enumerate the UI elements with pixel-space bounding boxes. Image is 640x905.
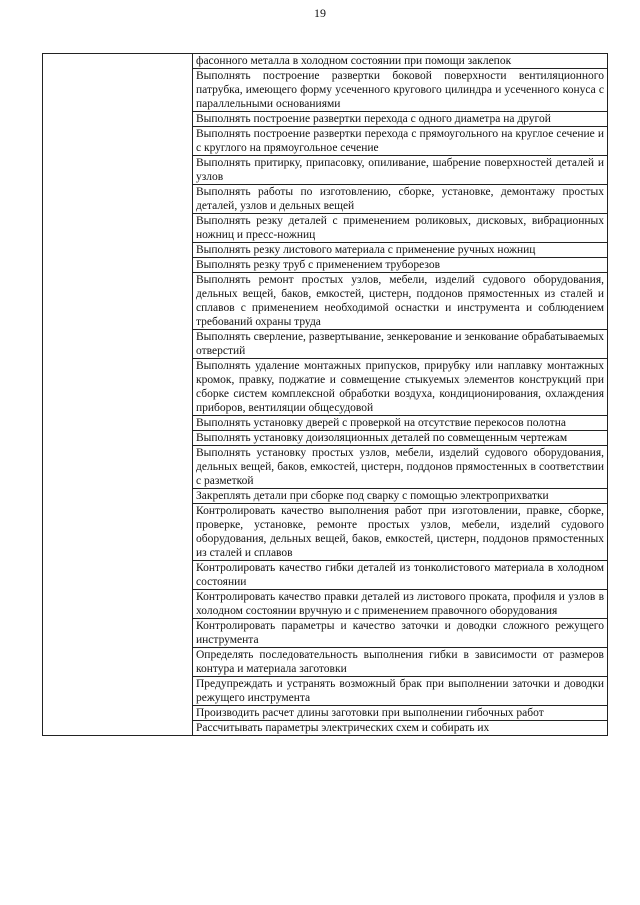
table-cell bbox=[193, 273, 608, 330]
table-cell bbox=[193, 504, 608, 561]
row-text: Выполнять построение развертки боковой поверхности вентиляционного патрубка, имеющего форму усеченного кругового цилиндра и усеченного конуса с параллельными основаниями bbox=[196, 70, 604, 110]
row-text: Рассчитывать параметры электрических схем и собирать их bbox=[196, 722, 490, 734]
row-text: Контролировать параметры и качество заточки и доводки сложного режущего инструмента bbox=[196, 620, 604, 646]
table-cell bbox=[193, 677, 608, 706]
row-text: Определять последовательность выполнения гибки в зависимости от размеров контура и материала заготовки bbox=[196, 649, 604, 675]
row-text: Закреплять детали при сборке под сварку с помощью электроприхватки bbox=[196, 490, 549, 502]
row-text: Выполнять работы по изготовлению, сборке, установке, демонтажу простых деталей, узлов и дельных вещей bbox=[196, 186, 604, 212]
row-text: фасонного металла в холодном состоянии при помощи заклепок bbox=[196, 55, 512, 67]
row-text: Контролировать качество гибки деталей из тонколистового материала в холодном состоянии bbox=[196, 562, 604, 588]
table-cell bbox=[193, 446, 608, 489]
table-row bbox=[43, 54, 608, 69]
row-text: Выполнять построение развертки перехода с одного диаметра на другой bbox=[196, 113, 551, 125]
table-cell bbox=[193, 243, 608, 258]
skills-table bbox=[42, 53, 608, 736]
row-text: Выполнять ремонт простых узлов, мебели, изделий судового оборудования, дельных вещей, баков, емкостей, цистерн, поддонов прямостенных из сталей и сплавов с применением необходимой оснастки и инструмента и соблюдением требований охраны труда bbox=[196, 274, 604, 328]
table-cell bbox=[193, 489, 608, 504]
table-cell bbox=[193, 561, 608, 590]
table-cell bbox=[193, 156, 608, 185]
row-text: Выполнять резку деталей с применением роликовых, дисковых, вибрационных ножниц и пресс-ножниц bbox=[196, 215, 604, 241]
row-text: Выполнять притирку, припасовку, опиливание, шабрение поверхностей деталей и узлов bbox=[196, 157, 604, 183]
row-text: Производить расчет длины заготовки при выполнении гибочных работ bbox=[196, 707, 544, 719]
table-cell bbox=[193, 330, 608, 359]
table-cell bbox=[193, 214, 608, 243]
table-cell bbox=[193, 706, 608, 721]
page-number: 19 bbox=[314, 6, 326, 20]
table-cell bbox=[193, 619, 608, 648]
row-text: Выполнять установку дверей с проверкой на отсутствие перекосов полотна bbox=[196, 417, 566, 429]
table-cell bbox=[193, 416, 608, 431]
row-text: Выполнять построение развертки перехода с прямоугольного на круглое сечение и с круглого на прямоугольное сечение bbox=[196, 128, 604, 154]
left-column-cell bbox=[43, 54, 193, 736]
table-cell bbox=[193, 258, 608, 273]
row-text: Контролировать качество выполнения работ при изготовлении, правке, сборке, проверке, установке, ремонте простых узлов, мебели, изделий судового оборудования, дельных вещей, баков, емкостей, цистерн, поддонов прямостенных из сталей и сплавов bbox=[196, 505, 604, 559]
table-cell bbox=[193, 590, 608, 619]
row-text: Контролировать качество правки деталей из листового проката, профиля и узлов в холодном состоянии вручную и с применением правочного оборудования bbox=[196, 591, 604, 617]
table-cell bbox=[193, 69, 608, 112]
row-text: Предупреждать и устранять возможный брак при выполнении заточки и доводки режущего инструмента bbox=[196, 678, 604, 704]
table-cell bbox=[193, 359, 608, 416]
row-text: Выполнять резку труб с применением труборезов bbox=[196, 259, 441, 271]
row-text: Выполнять удаление монтажных припусков, прирубку или наплавку монтажных кромок, правку, поджатие и совмещение стыкуемых элементов конструкций при сборке систем комплексной обработки воздуха, кондиционирования, охлаждения приборов, вентиляции общесудовой bbox=[196, 360, 604, 414]
row-text: Выполнять установку простых узлов, мебели, изделий судового оборудования, дельных вещей, баков, емкостей, цистерн, поддонов прямостенных в соответствии с разметкой bbox=[196, 447, 604, 487]
table-cell bbox=[193, 648, 608, 677]
table-cell bbox=[193, 185, 608, 214]
row-text: Выполнять сверление, развертывание, зенкерование и зенкование обрабатываемых отверстий bbox=[196, 331, 604, 357]
table-cell bbox=[193, 431, 608, 446]
table-cell bbox=[193, 54, 608, 69]
table-cell bbox=[193, 127, 608, 156]
table-cell bbox=[193, 721, 608, 736]
row-text: Выполнять резку листового материала с применение ручных ножниц bbox=[196, 244, 536, 256]
row-text: Выполнять установку доизоляционных деталей по совмещенным чертежам bbox=[196, 432, 568, 444]
table-cell bbox=[193, 112, 608, 127]
